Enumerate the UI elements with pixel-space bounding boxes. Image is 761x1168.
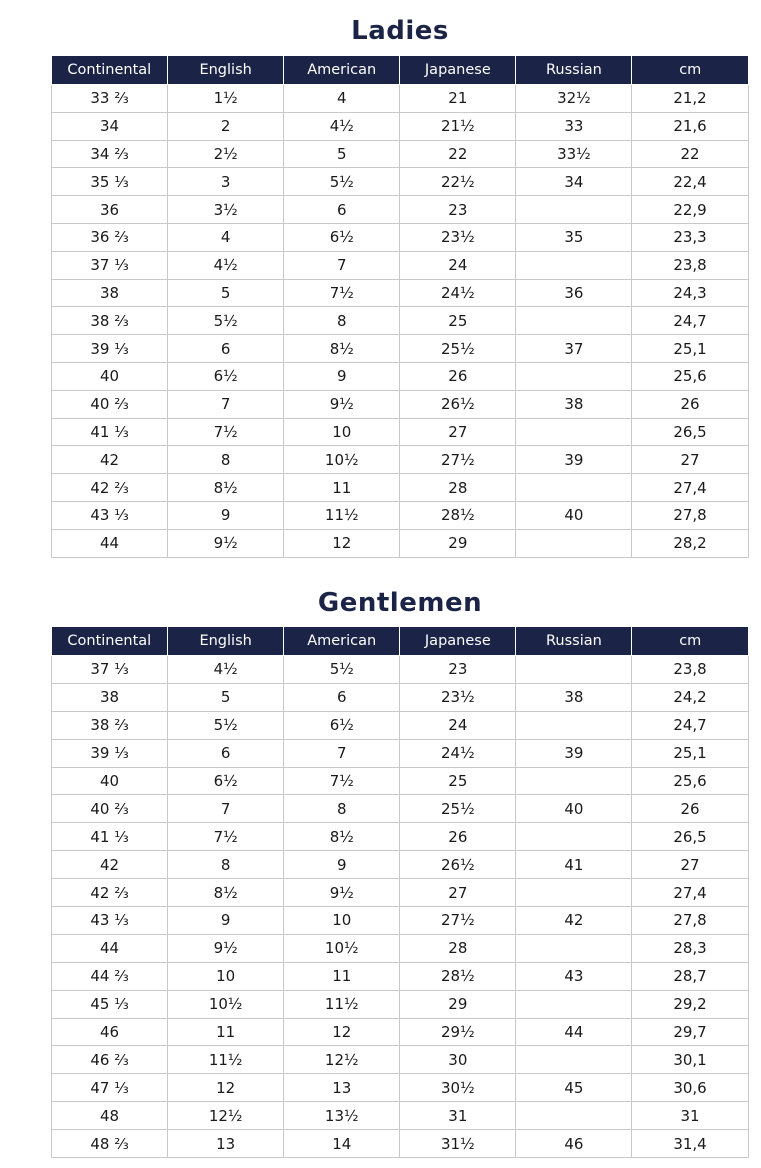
cell-russian: 42 (516, 907, 632, 935)
column-header-russian: Russian (516, 627, 632, 656)
cell-american: 6 (284, 196, 400, 224)
cell-russian (516, 990, 632, 1018)
table-row (52, 307, 749, 335)
cell-continental: 43 ¹⁄₃ (52, 907, 168, 935)
table-row (52, 656, 749, 684)
cell-english: 8 (168, 851, 284, 879)
cell-japanese: 25 (400, 307, 516, 335)
cell-english: 9 (168, 907, 284, 935)
cell-english: 5 (168, 683, 284, 711)
cell-continental: 41 ¹⁄₃ (52, 823, 168, 851)
cell-american: 14 (284, 1130, 400, 1158)
cell-continental: 45 ¹⁄₃ (52, 990, 168, 1018)
table-row (52, 279, 749, 307)
cell-cm: 22,4 (632, 168, 748, 196)
cell-russian (516, 1046, 632, 1074)
cell-cm: 28,2 (632, 529, 748, 557)
cell-american: 12½ (284, 1046, 400, 1074)
cell-cm: 27 (632, 446, 748, 474)
cell-russian: 36 (516, 279, 632, 307)
cell-continental: 39 ¹⁄₃ (52, 335, 168, 363)
cell-cm: 25,6 (632, 767, 748, 795)
cell-cm: 21,2 (632, 85, 748, 113)
cell-russian: 45 (516, 1074, 632, 1102)
cell-japanese: 26½ (400, 851, 516, 879)
table-header-row (52, 56, 749, 85)
cell-cm: 23,8 (632, 251, 748, 279)
cell-english: 5½ (168, 711, 284, 739)
cell-cm: 27,8 (632, 907, 748, 935)
cell-cm: 23,3 (632, 223, 748, 251)
cell-continental: 40 (52, 362, 168, 390)
cell-cm: 26,5 (632, 418, 748, 446)
cell-continental: 41 ¹⁄₃ (52, 418, 168, 446)
cell-continental: 44 ²⁄₃ (52, 962, 168, 990)
cell-cm: 29,2 (632, 990, 748, 1018)
cell-cm: 27,8 (632, 501, 748, 529)
cell-continental: 47 ¹⁄₃ (52, 1074, 168, 1102)
cell-english: 3½ (168, 196, 284, 224)
cell-japanese: 27½ (400, 907, 516, 935)
cell-english: 8 (168, 446, 284, 474)
column-header-cm: cm (632, 56, 748, 85)
cell-japanese: 24½ (400, 279, 516, 307)
cell-american: 8 (284, 795, 400, 823)
cell-american: 12 (284, 1018, 400, 1046)
cell-japanese: 28½ (400, 501, 516, 529)
cell-american: 10½ (284, 446, 400, 474)
cell-continental: 42 ²⁄₃ (52, 474, 168, 502)
cell-american: 9 (284, 362, 400, 390)
column-header-english: English (168, 56, 284, 85)
cell-continental: 40 ²⁄₃ (52, 390, 168, 418)
column-header-continental: Continental (52, 56, 168, 85)
cell-japanese: 29 (400, 529, 516, 557)
cell-american: 9 (284, 851, 400, 879)
cell-cm: 23,8 (632, 656, 748, 684)
cell-english: 4½ (168, 656, 284, 684)
cell-english: 7 (168, 390, 284, 418)
cell-english: 11½ (168, 1046, 284, 1074)
cell-american: 12 (284, 529, 400, 557)
table-row (52, 1130, 749, 1158)
cell-american: 10 (284, 907, 400, 935)
table-row (52, 851, 749, 879)
table-row (52, 140, 749, 168)
cell-continental: 37 ¹⁄₃ (52, 251, 168, 279)
table-row (52, 767, 749, 795)
ladies-size-table (51, 56, 749, 558)
cell-american: 5½ (284, 168, 400, 196)
cell-american: 11 (284, 474, 400, 502)
cell-cm: 26 (632, 390, 748, 418)
cell-continental: 42 (52, 446, 168, 474)
cell-cm: 25,1 (632, 335, 748, 363)
cell-continental: 33 ²⁄₃ (52, 85, 168, 113)
table-row (52, 1018, 749, 1046)
cell-cm: 24,2 (632, 683, 748, 711)
cell-japanese: 21½ (400, 112, 516, 140)
cell-english: 6 (168, 335, 284, 363)
cell-american: 7½ (284, 279, 400, 307)
cell-continental: 36 (52, 196, 168, 224)
cell-japanese: 25½ (400, 795, 516, 823)
cell-continental: 46 ²⁄₃ (52, 1046, 168, 1074)
table-row (52, 529, 749, 557)
cell-english: 8½ (168, 474, 284, 502)
cell-japanese: 23 (400, 196, 516, 224)
table-row (52, 879, 749, 907)
cell-american: 9½ (284, 879, 400, 907)
cell-english: 10½ (168, 990, 284, 1018)
cell-japanese: 28 (400, 474, 516, 502)
cell-japanese: 26 (400, 823, 516, 851)
cell-american: 8 (284, 307, 400, 335)
cell-russian: 40 (516, 501, 632, 529)
cell-cm: 26 (632, 795, 748, 823)
cell-american: 8½ (284, 823, 400, 851)
cell-japanese: 24½ (400, 739, 516, 767)
cell-continental: 38 ²⁄₃ (52, 711, 168, 739)
cell-japanese: 22 (400, 140, 516, 168)
cell-american: 6 (284, 683, 400, 711)
cell-japanese: 28½ (400, 962, 516, 990)
cell-russian (516, 767, 632, 795)
cell-continental: 34 (52, 112, 168, 140)
cell-english: 1½ (168, 85, 284, 113)
cell-continental: 39 ¹⁄₃ (52, 739, 168, 767)
cell-russian (516, 656, 632, 684)
cell-russian: 46 (516, 1130, 632, 1158)
cell-russian: 44 (516, 1018, 632, 1046)
cell-english: 6½ (168, 767, 284, 795)
cell-russian: 33½ (516, 140, 632, 168)
table-row (52, 390, 749, 418)
table-row (52, 683, 749, 711)
cell-english: 2½ (168, 140, 284, 168)
column-header-russian: Russian (516, 56, 632, 85)
cell-russian: 35 (516, 223, 632, 251)
table-row (52, 795, 749, 823)
table-header-row (52, 627, 749, 656)
cell-cm: 28,3 (632, 934, 748, 962)
cell-russian (516, 362, 632, 390)
cell-american: 7 (284, 251, 400, 279)
cell-japanese: 23½ (400, 683, 516, 711)
cell-english: 9 (168, 501, 284, 529)
cell-japanese: 27½ (400, 446, 516, 474)
gentlemen-table-body (52, 656, 749, 1158)
cell-american: 6½ (284, 711, 400, 739)
cell-american: 13 (284, 1074, 400, 1102)
cell-american: 6½ (284, 223, 400, 251)
cell-russian (516, 251, 632, 279)
cell-japanese: 27 (400, 879, 516, 907)
cell-cm: 24,3 (632, 279, 748, 307)
cell-english: 4½ (168, 251, 284, 279)
cell-japanese: 31 (400, 1102, 516, 1130)
table-row (52, 196, 749, 224)
cell-continental: 37 ¹⁄₃ (52, 656, 168, 684)
cell-cm: 27 (632, 851, 748, 879)
cell-cm: 21,6 (632, 112, 748, 140)
cell-japanese: 24 (400, 251, 516, 279)
cell-american: 7½ (284, 767, 400, 795)
cell-english: 6 (168, 739, 284, 767)
ladies-table-body (52, 85, 749, 558)
cell-cm: 30,1 (632, 1046, 748, 1074)
cell-russian: 34 (516, 168, 632, 196)
cell-english: 13 (168, 1130, 284, 1158)
table-row (52, 418, 749, 446)
cell-japanese: 24 (400, 711, 516, 739)
table-row (52, 85, 749, 113)
cell-russian (516, 196, 632, 224)
cell-japanese: 25½ (400, 335, 516, 363)
column-header-american: American (284, 627, 400, 656)
cell-american: 7 (284, 739, 400, 767)
cell-american: 10 (284, 418, 400, 446)
cell-continental: 43 ¹⁄₃ (52, 501, 168, 529)
gentlemen-size-table (51, 627, 749, 1158)
cell-english: 8½ (168, 879, 284, 907)
cell-continental: 46 (52, 1018, 168, 1046)
cell-american: 13½ (284, 1102, 400, 1130)
cell-english: 6½ (168, 362, 284, 390)
cell-continental: 42 (52, 851, 168, 879)
cell-continental: 38 ²⁄₃ (52, 307, 168, 335)
cell-continental: 34 ²⁄₃ (52, 140, 168, 168)
cell-russian (516, 418, 632, 446)
table-row (52, 446, 749, 474)
cell-cm: 22,9 (632, 196, 748, 224)
cell-american: 11½ (284, 501, 400, 529)
cell-american: 11½ (284, 990, 400, 1018)
table-row (52, 335, 749, 363)
table-row (52, 223, 749, 251)
cell-japanese: 30½ (400, 1074, 516, 1102)
table-row (52, 1046, 749, 1074)
cell-cm: 29,7 (632, 1018, 748, 1046)
cell-american: 11 (284, 962, 400, 990)
cell-cm: 24,7 (632, 711, 748, 739)
column-header-continental: Continental (52, 627, 168, 656)
column-header-cm: cm (632, 627, 748, 656)
cell-russian (516, 1102, 632, 1130)
table-row (52, 990, 749, 1018)
gentlemen-title: Gentlemen (317, 588, 483, 618)
cell-russian: 37 (516, 335, 632, 363)
cell-american: 5½ (284, 656, 400, 684)
cell-cm: 28,7 (632, 962, 748, 990)
cell-japanese: 29 (400, 990, 516, 1018)
cell-japanese: 23½ (400, 223, 516, 251)
cell-russian (516, 711, 632, 739)
cell-russian: 39 (516, 739, 632, 767)
cell-american: 9½ (284, 390, 400, 418)
cell-russian: 39 (516, 446, 632, 474)
cell-japanese: 23 (400, 656, 516, 684)
cell-continental: 36 ²⁄₃ (52, 223, 168, 251)
cell-american: 8½ (284, 335, 400, 363)
cell-english: 9½ (168, 934, 284, 962)
cell-cm: 22 (632, 140, 748, 168)
table-row (52, 501, 749, 529)
table-row (52, 1074, 749, 1102)
cell-russian (516, 307, 632, 335)
cell-japanese: 29½ (400, 1018, 516, 1046)
table-row (52, 112, 749, 140)
column-header-english: English (168, 627, 284, 656)
cell-continental: 44 (52, 529, 168, 557)
cell-cm: 31 (632, 1102, 748, 1130)
cell-english: 2 (168, 112, 284, 140)
cell-japanese: 30 (400, 1046, 516, 1074)
cell-english: 12½ (168, 1102, 284, 1130)
cell-japanese: 26 (400, 362, 516, 390)
cell-continental: 48 ²⁄₃ (52, 1130, 168, 1158)
table-row (52, 907, 749, 935)
cell-russian (516, 474, 632, 502)
cell-continental: 48 (52, 1102, 168, 1130)
cell-russian: 38 (516, 683, 632, 711)
cell-russian: 38 (516, 390, 632, 418)
cell-english: 5½ (168, 307, 284, 335)
ladies-title: Ladies (351, 16, 449, 46)
cell-cm: 24,7 (632, 307, 748, 335)
cell-american: 4 (284, 85, 400, 113)
column-header-american: American (284, 56, 400, 85)
cell-japanese: 28 (400, 934, 516, 962)
table-row (52, 474, 749, 502)
cell-english: 12 (168, 1074, 284, 1102)
cell-japanese: 21 (400, 85, 516, 113)
cell-cm: 27,4 (632, 474, 748, 502)
table-row (52, 823, 749, 851)
table-row (52, 739, 749, 767)
cell-japanese: 31½ (400, 1130, 516, 1158)
cell-english: 7 (168, 795, 284, 823)
cell-russian: 40 (516, 795, 632, 823)
table-row (52, 1102, 749, 1130)
cell-russian: 43 (516, 962, 632, 990)
table-row (52, 711, 749, 739)
cell-continental: 35 ¹⁄₃ (52, 168, 168, 196)
cell-english: 5 (168, 279, 284, 307)
cell-continental: 40 ²⁄₃ (52, 795, 168, 823)
table-row (52, 168, 749, 196)
cell-cm: 26,5 (632, 823, 748, 851)
cell-english: 11 (168, 1018, 284, 1046)
cell-english: 9½ (168, 529, 284, 557)
cell-russian: 32½ (516, 85, 632, 113)
table-row (52, 362, 749, 390)
cell-continental: 44 (52, 934, 168, 962)
cell-japanese: 22½ (400, 168, 516, 196)
column-header-japanese: Japanese (400, 56, 516, 85)
cell-japanese: 27 (400, 418, 516, 446)
cell-american: 5 (284, 140, 400, 168)
cell-cm: 31,4 (632, 1130, 748, 1158)
cell-cm: 30,6 (632, 1074, 748, 1102)
column-header-japanese: Japanese (400, 627, 516, 656)
cell-japanese: 26½ (400, 390, 516, 418)
cell-american: 10½ (284, 934, 400, 962)
cell-cm: 25,1 (632, 739, 748, 767)
cell-english: 7½ (168, 823, 284, 851)
cell-russian (516, 879, 632, 907)
cell-japanese: 25 (400, 767, 516, 795)
table-row (52, 962, 749, 990)
cell-russian: 33 (516, 112, 632, 140)
table-row (52, 251, 749, 279)
cell-russian: 41 (516, 851, 632, 879)
cell-continental: 42 ²⁄₃ (52, 879, 168, 907)
cell-cm: 25,6 (632, 362, 748, 390)
cell-continental: 38 (52, 279, 168, 307)
cell-english: 7½ (168, 418, 284, 446)
table-row (52, 934, 749, 962)
cell-continental: 38 (52, 683, 168, 711)
cell-english: 4 (168, 223, 284, 251)
cell-continental: 40 (52, 767, 168, 795)
cell-cm: 27,4 (632, 879, 748, 907)
cell-russian (516, 823, 632, 851)
cell-english: 10 (168, 962, 284, 990)
cell-american: 4½ (284, 112, 400, 140)
cell-russian (516, 934, 632, 962)
cell-english: 3 (168, 168, 284, 196)
cell-russian (516, 529, 632, 557)
